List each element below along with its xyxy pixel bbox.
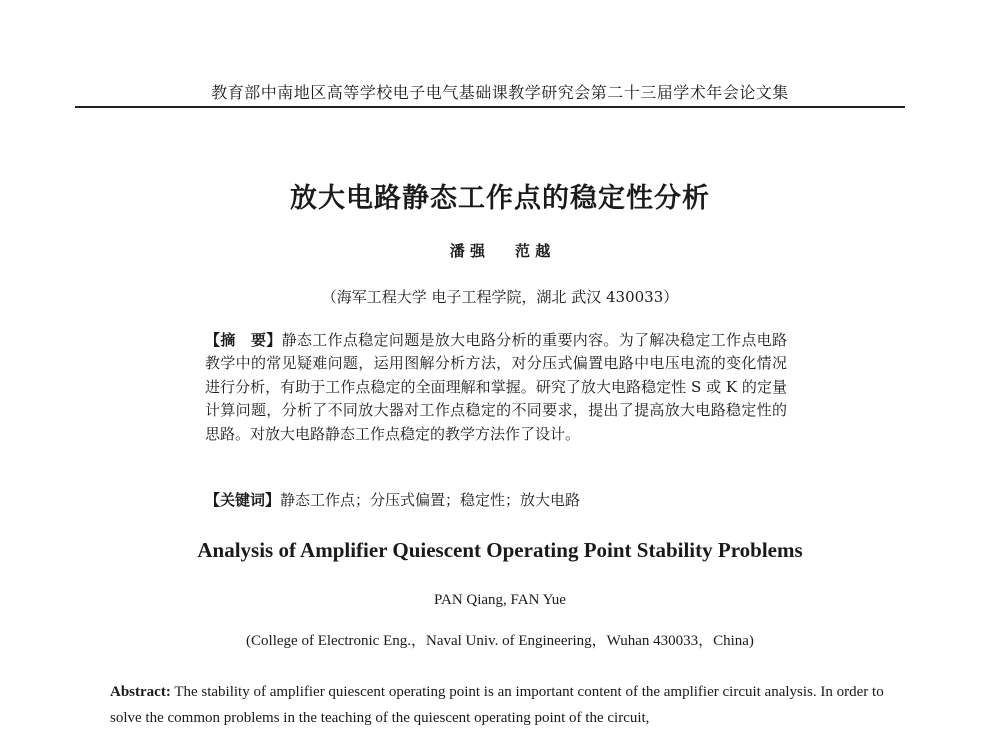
keywords-cn-label: 【关键词】 <box>205 491 281 509</box>
affiliation-cn: （海军工程大学 电子工程学院，湖北 武汉 430033） <box>321 288 679 306</box>
abstract-en-text: The stability of amplifier quiescent operating point is an important content of the amplifier circuit analysis. In order to solve the common problems in the teaching of the quiescent operating point of the circuit, <box>110 684 884 726</box>
running-header: 教育部中南地区高等学校电子电气基础课教学研究会第二十三届学术年会论文集 <box>211 83 789 102</box>
abstract-en-label: Abstract: <box>110 684 171 700</box>
authors-en: PAN Qiang, FAN Yue <box>434 592 566 608</box>
abstract-cn <box>205 329 787 446</box>
abstract-cn-label: 【摘 要】 <box>205 331 282 349</box>
paper-title-cn: 放大电路静态工作点的稳定性分析 <box>290 183 710 214</box>
abstract-en <box>110 679 890 731</box>
header-rule <box>75 106 905 108</box>
keywords-cn-text: 静态工作点；分压式偏置；稳定性；放大电路 <box>280 491 581 509</box>
abstract-cn-text: 静态工作点稳定问题是放大电路分析的重要内容。为了解决稳定工作点电路教学中的常见疑难问题，运用图解分析方法，对分压式偏置电路中电压电流的变化情况进行分析，有助于工作点稳定的全面理解和掌握。研究了放大电路稳定性 S 或 K 的定量计算问题，分析了不同放大器对工作点稳定的不同要求，提出了提高放大电路稳定性的思路。对放大电路静态工作点稳定的教学方法作了设计。 <box>205 331 787 443</box>
authors-cn: 潘 强 范 越 <box>449 242 551 260</box>
paper-title-en: Analysis of Amplifier Quiescent Operating Point Stability Problems <box>197 538 803 562</box>
keywords-cn <box>205 489 787 510</box>
affiliation-en: (College of Electronic Eng.，Naval Univ. of Engineering，Wuhan 430033，China) <box>246 633 754 649</box>
